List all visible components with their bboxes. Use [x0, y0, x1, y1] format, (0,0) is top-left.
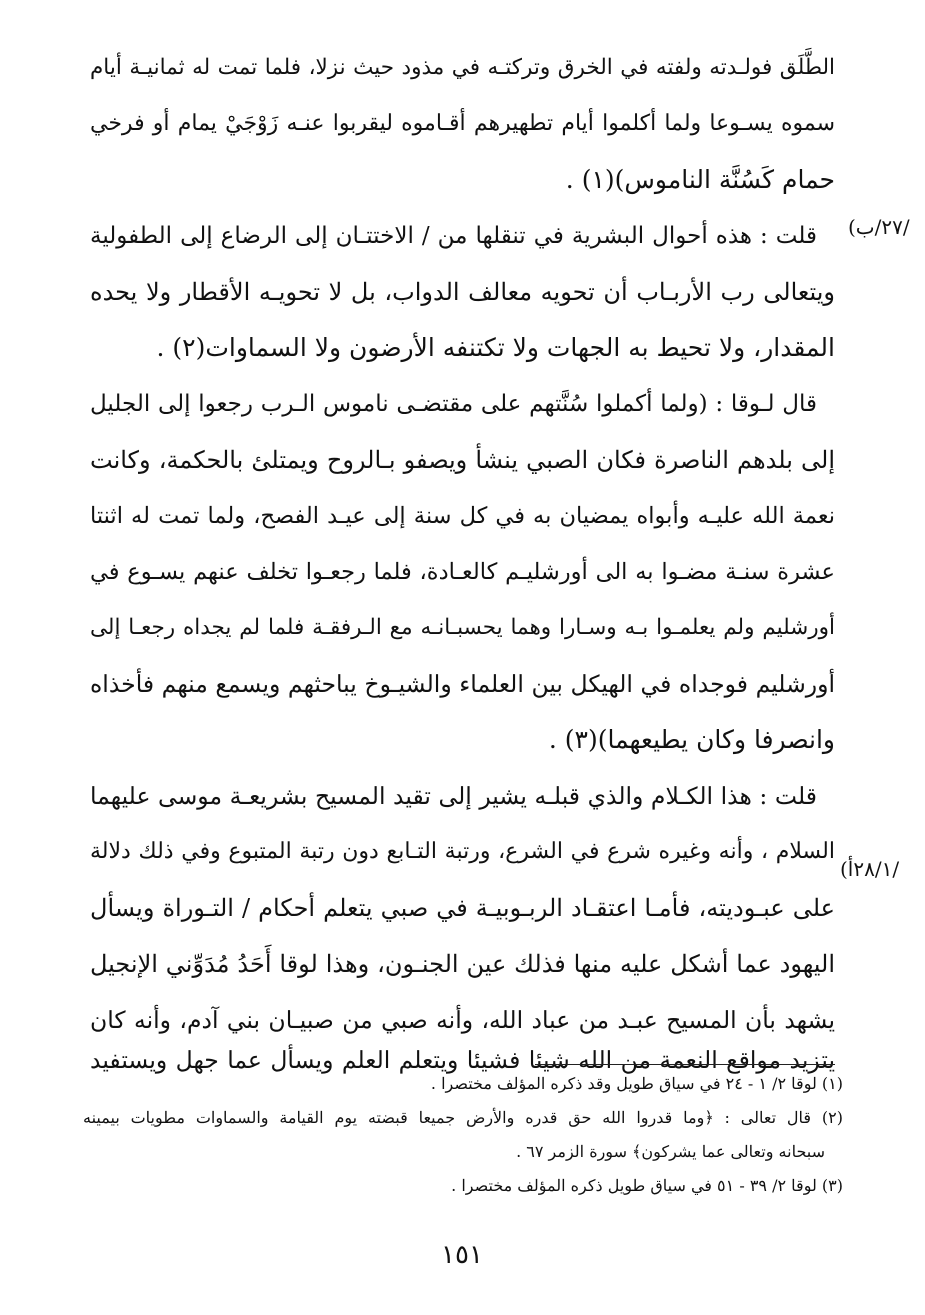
body-line: حمام كَسُنَّة الناموس)(١) . — [565, 165, 835, 194]
body-line: اليهود عما أشكل عليه منها فذلك عين الجنـون، وهذا لوقا أَحَدُ مُدَوِّني الإنجيل — [90, 950, 835, 978]
body-line: الطَّلَق فولـدته ولفته في الخرق وتركتـه في مذود حيث نزلا، فلما تمت له ثمانيـة أيام — [90, 55, 835, 80]
body-line: يتزيد مواقع النعمة من الله شيئا فشيئا ويتعلم العلم ويسأل عما جهل ويستفيد — [90, 1046, 835, 1074]
margin-folio-reference: /٢٧/ب) — [848, 215, 910, 239]
page-number: ١٥١ — [441, 1240, 483, 1270]
body-line: ويتعالى رب الأربـاب أن تحويه معالف الدواب، بل لا تحويـه الأقطار ولا يحده — [90, 278, 835, 306]
footnote-continuation: سبحانه وتعالى عما يشركون﴾ سورة الزمر ٦٧ . — [516, 1142, 825, 1161]
body-line: قال لـوقا : (ولما أكملوا سُنَّتهم على مقتضـى ناموس الـرب رجعوا إلى الجليل — [90, 391, 817, 417]
body-line: قلت : هذه أحوال البشرية في تنقلها من / الاختتـان إلى الرضاع إلى الطفولية — [90, 223, 817, 249]
body-line: نعمة الله عليـه وأبواه يمضيان به في كل سنة إلى عيـد الفصح، ولما تمت له اثنتا — [90, 503, 835, 529]
body-line: وانصرفا وكان يطيعهما)(٣) . — [548, 725, 835, 754]
footnote: (١) لوقا ٢/ ١ - ٢٤ في سياق طويل وقد ذكره المؤلف مختصرا . — [430, 1074, 843, 1093]
margin-folio-reference: /٢٨/١أ) — [840, 857, 900, 881]
body-line: السلام ، وأنه وغيره شرع في الشرع، ورتبة التـابع دون رتبة المتبوع وفي ذلك دلالة — [90, 839, 835, 864]
body-line: على عبـوديته، فأمـا اعتقـاد الربـوبيـة في صبي يتعلم أحكام / التـوراة ويسأل — [90, 894, 835, 922]
body-line: قلت : هذا الكـلام والذي قبلـه يشير إلى تقيد المسيح بشريعـة موسى عليهما — [90, 782, 817, 810]
footnote: (٢) قال تعالى : ﴿وما قدروا الله حق قدره والأرض جميعا قبضته يوم القيامة والسماوات مطويات بيمينه — [83, 1108, 843, 1127]
body-line: عشرة سنـة مضـوا به الى أورشليـم كالعـادة، فلما رجعـوا تخلف عنهم يسـوع في — [90, 559, 835, 585]
footnote-separator — [535, 1064, 835, 1065]
body-line: إلى بلدهم الناصرة فكان الصبي ينشأ ويصفو بـالروح ويمتلئ بالحكمة، وكانت — [90, 446, 835, 474]
body-line: أورشليم ولم يعلمـوا بـه وسـارا وهما يحسبـانـه مع الـرفقـة فلما لم يجداه رجعـا إلى — [90, 615, 835, 640]
body-line: سموه يسـوعا ولما أكلموا أيام تطهيرهم أقـاموه ليقربوا عنـه زَوْجَيْ يمام أو فرخي — [90, 111, 835, 136]
body-line: يشهد بأن المسيح عبـد من عباد الله، وأنه صبي من صبيـان بني آدم، وأنه كان — [90, 1006, 835, 1034]
body-line: أورشليم فوجداه في الهيكل بين العلماء والشيـوخ يباحثهم ويسمع منهم فأخذاه — [90, 670, 835, 698]
body-line: المقدار، ولا تحيط به الجهات ولا تكتنفه الأرضون ولا السماوات(٢) . — [156, 333, 835, 362]
footnote: (٣) لوقا ٢/ ٣٩ - ٥١ في سياق طويل ذكره المؤلف مختصرا . — [451, 1176, 843, 1195]
